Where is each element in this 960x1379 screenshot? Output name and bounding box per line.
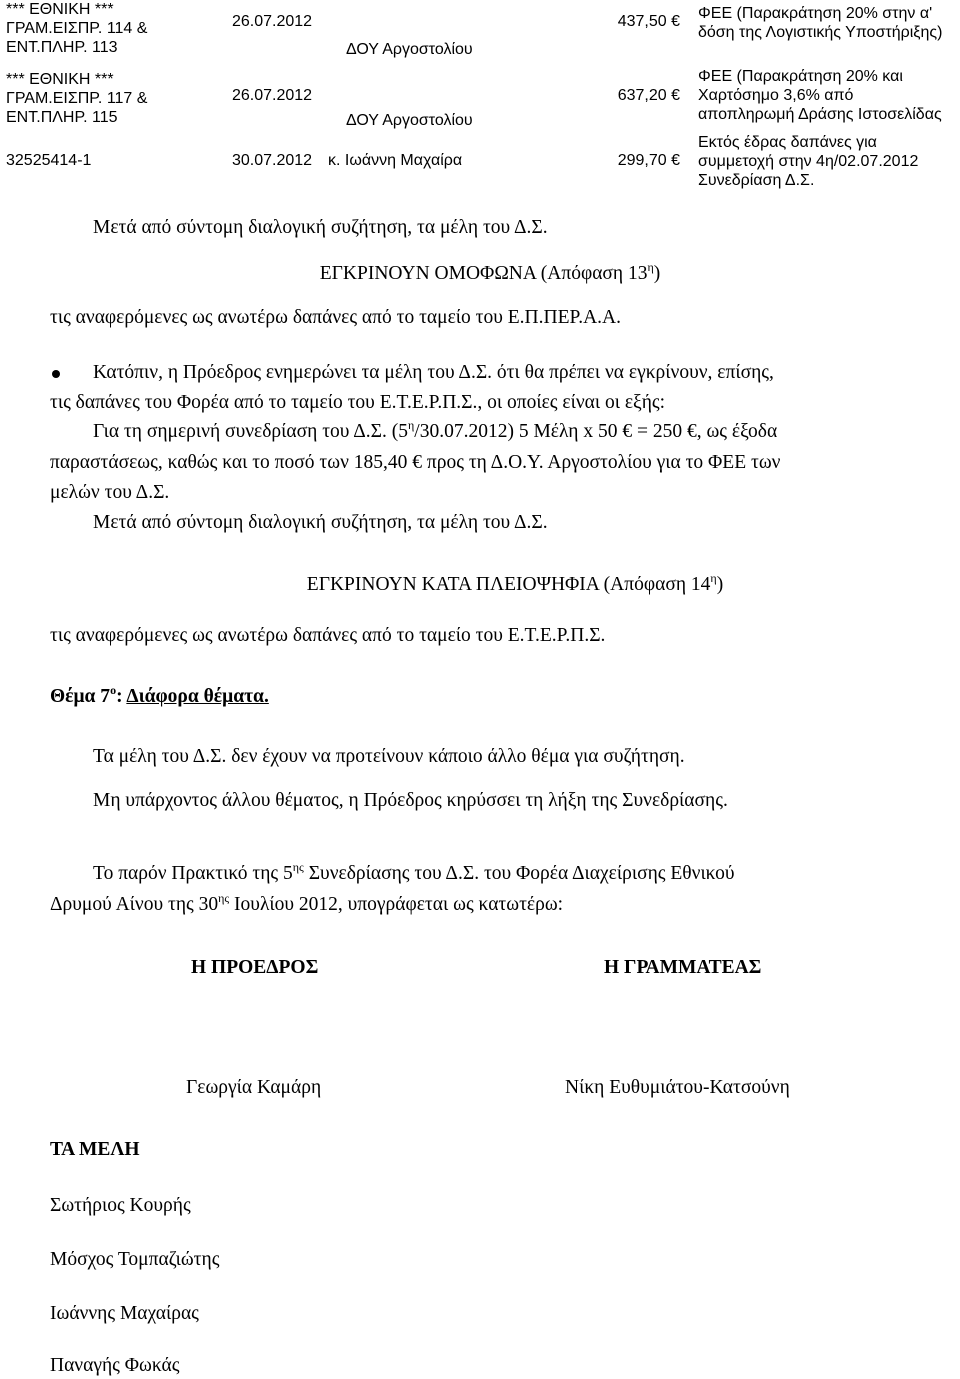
superscript: η	[408, 418, 415, 432]
closing-paragraph: Μη υπάρχοντος άλλου θέματος, η Πρόεδρος κηρύσσει τη λήξη της Συνεδρίασης.	[93, 790, 728, 811]
text: /30.07.2012) 5 Μέλη x 50 € = 250 €, ως έξοδα	[414, 421, 778, 442]
decision-14-heading	[0, 573, 960, 597]
date-cell: 30.07.2012	[232, 152, 313, 169]
amount-cell: 637,20 €	[617, 87, 680, 104]
member-name: Μόσχος Τομπαζιώτης	[50, 1249, 220, 1270]
desc-line: Χαρτόσημο 3,6% από	[698, 87, 854, 104]
bullet-paragraph-line: τις δαπάνες του Φορέα από το ταμείο του Ε.Τ.Ε.Ρ.Π.Σ., οι οποίες είναι οι εξής:	[50, 392, 666, 413]
doc-line: ΕΝΤ.ΠΛΗΡ. 115	[6, 109, 118, 126]
text: Για τη σημερινή συνεδρίαση του Δ.Σ. (5	[93, 421, 408, 442]
doc-line: ΓΡΑΜ.ΕΙΣΠΡ. 114 &	[6, 20, 148, 37]
member-name: Ιωάννης Μαχαίρας	[50, 1303, 199, 1324]
president-title: Η ΠΡΟΕΔΡΟΣ	[191, 957, 319, 978]
description-cell	[698, 4, 942, 42]
text: Δρυμού Αίνου της 30	[50, 894, 219, 915]
secretary-title: Η ΓΡΑΜΜΑΤΕΑΣ	[604, 957, 762, 978]
topic-paragraph: Τα μέλη του Δ.Σ. δεν έχουν να προτείνουν κάποιο άλλο θέμα για συζήτηση.	[93, 746, 685, 767]
superscript: ο	[110, 683, 117, 697]
doc-number-cell	[6, 70, 147, 127]
member-name: Παναγής Φωκάς	[50, 1355, 180, 1376]
decision-text: )	[716, 574, 724, 595]
president-name: Γεωργία Καμάρη	[186, 1077, 322, 1098]
doc-line: ΕΝΤ.ΠΛΗΡ. 113	[6, 39, 118, 56]
superscript: ης	[218, 891, 230, 905]
member-name: Σωτήριος Κουρής	[50, 1195, 191, 1216]
desc-line: αποπληρωμή Δράσης Ιστοσελίδας	[698, 106, 942, 123]
text: Συνεδρίασης του Δ.Σ. του Φορέα Διαχείρισης Εθνικού	[303, 863, 735, 884]
meeting-expense-line: παραστάσεως, καθώς και το ποσό των 185,40 € προς τη Δ.Ο.Υ. Αργοστολίου για το ΦΕΕ των	[50, 452, 781, 473]
bullet-paragraph-line: Κατόπιν, η Πρόεδρος ενημερώνει τα μέλη του Δ.Σ. ότι θα πρέπει να εγκρίνουν, επίσης,	[93, 362, 774, 383]
desc-line: ΦΕΕ (Παρακράτηση 20% και	[698, 68, 903, 85]
amount-cell: 299,70 €	[617, 152, 680, 169]
payee-cell: ΔΟΥ Αργοστολίου	[346, 112, 473, 129]
text: Ιουλίου 2012, υπογράφεται ως κατωτέρω:	[229, 894, 564, 915]
doc-number-cell	[6, 0, 147, 57]
doc-line: *** ΕΘΝΙΚΗ ***	[6, 1, 114, 18]
description-cell	[698, 133, 918, 190]
text: Το παρόν Πρακτικό της 5	[93, 863, 293, 884]
approval-paragraph: τις αναφερόμενες ως ανωτέρω δαπάνες από το ταμείο του Ε.Τ.Ε.Ρ.Π.Σ.	[50, 625, 606, 646]
discussion-paragraph: Μετά από σύντομη διαλογική συζήτηση, τα μέλη του Δ.Σ.	[93, 512, 548, 533]
description-cell	[698, 67, 942, 124]
doc-number-cell: 32525414-1	[6, 152, 92, 169]
topic-title: Διάφορα θέματα.	[126, 686, 269, 707]
decision-13-heading	[0, 262, 960, 286]
meeting-expense-line	[93, 420, 777, 444]
desc-line: ΦΕΕ (Παρακράτηση 20% στην α'	[698, 5, 933, 22]
decision-text: ΕΓΚΡΙΝΟΥΝ ΟΜΟΦΩΝΑ (Απόφαση 13	[319, 263, 648, 284]
payee-cell: κ. Ιωάννη Μαχαίρα	[328, 152, 463, 169]
secretary-name: Νίκη Ευθυμιάτου-Κατσούνη	[565, 1077, 790, 1098]
topic-heading	[50, 685, 269, 709]
discussion-paragraph: Μετά από σύντομη διαλογική συζήτηση, τα μέλη του Δ.Σ.	[93, 217, 548, 238]
desc-line: δόση της Λογιστικής Υποστήριξης)	[698, 24, 943, 41]
superscript: ης	[292, 860, 304, 874]
text: Θέμα 7	[50, 686, 111, 707]
approval-paragraph: τις αναφερόμενες ως ανωτέρω δαπάνες από το ταμείο του Ε.Π.ΠΕΡ.Α.Α.	[50, 307, 621, 328]
date-cell: 26.07.2012	[232, 13, 313, 30]
signing-line	[50, 893, 563, 917]
decision-text: )	[653, 263, 661, 284]
doc-line: ΓΡΑΜ.ΕΙΣΠΡ. 117 &	[6, 90, 148, 107]
superscript: η	[710, 571, 717, 585]
amount-cell: 437,50 €	[617, 13, 680, 30]
decision-text: ΕΓΚΡΙΝΟΥΝ ΚΑΤΑ ΠΛΕΙΟΨΗΦΙΑ (Απόφαση 14	[306, 574, 711, 595]
signing-line	[93, 862, 735, 886]
doc-line: *** ΕΘΝΙΚΗ ***	[6, 71, 114, 88]
payee-cell: ΔΟΥ Αργοστολίου	[346, 41, 473, 58]
desc-line: συμμετοχή στην 4η/02.07.2012	[698, 153, 919, 170]
desc-line: Συνεδρίαση Δ.Σ.	[698, 172, 815, 189]
date-cell: 26.07.2012	[232, 87, 313, 104]
members-title: ΤΑ ΜΕΛΗ	[50, 1139, 140, 1160]
text: :	[116, 686, 127, 707]
superscript: η	[647, 260, 654, 274]
meeting-expense-line: μελών του Δ.Σ.	[50, 482, 170, 503]
desc-line: Εκτός έδρας δαπάνες για	[698, 134, 877, 151]
bullet-icon	[52, 370, 60, 378]
